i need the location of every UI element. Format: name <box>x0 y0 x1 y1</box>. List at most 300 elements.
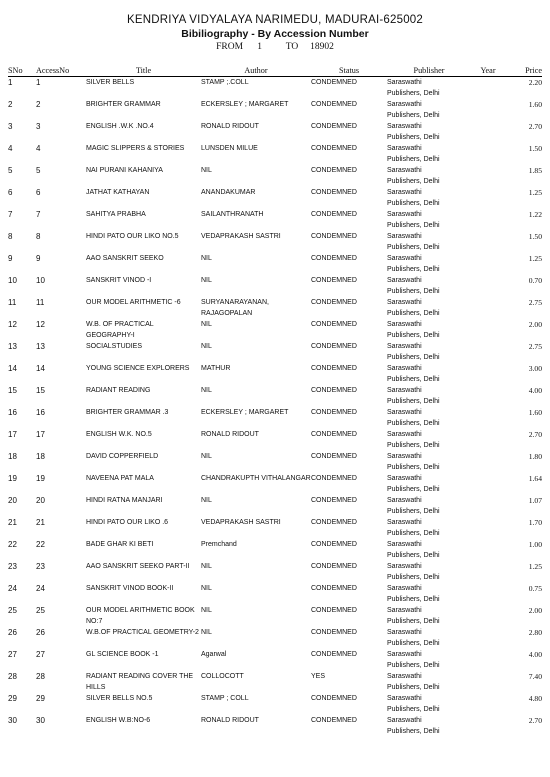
cell-author: ECKERSLEY ; MARGARET <box>201 409 289 416</box>
table-row <box>8 275 542 297</box>
publisher-place: Publishers, Delhi <box>387 420 440 427</box>
cell-publisher <box>387 517 471 539</box>
cell-publisher <box>387 143 471 165</box>
cell-publisher <box>387 385 471 407</box>
table-row <box>8 715 542 737</box>
cell-sno: 2 <box>8 100 13 109</box>
cell-price: 1.00 <box>528 540 542 549</box>
cell-author: CHANDRAKUPTH VITHALANGAR <box>201 475 311 482</box>
cell-year <box>471 429 505 451</box>
cell-accessno: 8 <box>36 232 41 241</box>
table-row <box>8 121 542 143</box>
cell-price: 2.00 <box>528 606 542 615</box>
publisher-place: Publishers, Delhi <box>387 200 440 207</box>
cell-accessno: 24 <box>36 584 45 593</box>
table-row <box>8 583 542 605</box>
publisher-place: Publishers, Delhi <box>387 574 440 581</box>
cell-year <box>471 407 505 429</box>
cell-title: RADIANT READING COVER THE HILLS <box>86 673 194 691</box>
publisher-name: Saraswathi <box>387 695 422 702</box>
cell-publisher <box>387 187 471 209</box>
publisher-name: Saraswathi <box>387 497 422 504</box>
cell-title: AAO SANSKRIT SEEKO <box>86 255 164 262</box>
cell-publisher <box>387 319 471 341</box>
cell-title: OUR MODEL ARITHMETIC -6 <box>86 299 181 306</box>
cell-status: CONDEMNED <box>311 541 357 548</box>
cell-status: CONDEMNED <box>311 79 357 86</box>
cell-status: CONDEMNED <box>311 563 357 570</box>
cell-year <box>471 693 505 715</box>
cell-title: BADE GHAR KI BETI <box>86 541 154 548</box>
cell-status: CONDEMNED <box>311 431 357 438</box>
table-row <box>8 341 542 363</box>
cell-publisher <box>387 671 471 693</box>
publisher-place: Publishers, Delhi <box>387 486 440 493</box>
cell-year <box>471 473 505 495</box>
cell-author: SAILANTHRANATH <box>201 211 264 218</box>
cell-year <box>471 77 505 100</box>
cell-status: CONDEMNED <box>311 255 357 262</box>
table-row <box>8 429 542 451</box>
publisher-place: Publishers, Delhi <box>387 596 440 603</box>
publisher-place: Publishers, Delhi <box>387 684 440 691</box>
cell-year <box>471 649 505 671</box>
publisher-name: Saraswathi <box>387 321 422 328</box>
cell-sno: 15 <box>8 386 17 395</box>
cell-year <box>471 715 505 737</box>
cell-author: Premchand <box>201 541 237 548</box>
cell-year <box>471 385 505 407</box>
cell-sno: 3 <box>8 122 13 131</box>
cell-sno: 7 <box>8 210 13 219</box>
table-row <box>8 99 542 121</box>
cell-sno: 29 <box>8 694 17 703</box>
table-row <box>8 231 542 253</box>
cell-title: SANSKRIT VINOD -I <box>86 277 152 284</box>
cell-accessno: 12 <box>36 320 45 329</box>
publisher-place: Publishers, Delhi <box>387 640 440 647</box>
cell-year <box>471 319 505 341</box>
cell-accessno: 2 <box>36 100 41 109</box>
col-header-price: Price <box>505 66 542 77</box>
cell-price: 0.75 <box>528 584 542 593</box>
cell-sno: 14 <box>8 364 17 373</box>
cell-price: 1.25 <box>528 188 542 197</box>
cell-publisher <box>387 583 471 605</box>
from-label: FROM <box>216 42 244 52</box>
publisher-place: Publishers, Delhi <box>387 156 440 163</box>
publisher-name: Saraswathi <box>387 145 422 152</box>
cell-author: STAMP ; COLL <box>201 695 249 702</box>
cell-price: 4.80 <box>528 694 542 703</box>
cell-title: BRIGHTER GRAMMAR .3 <box>86 409 169 416</box>
col-header-author: Author <box>201 66 311 77</box>
publisher-name: Saraswathi <box>387 211 422 218</box>
publisher-name: Saraswathi <box>387 453 422 460</box>
cell-author: NIL <box>201 607 212 614</box>
cell-publisher <box>387 495 471 517</box>
cell-title: SILVER BELLS <box>86 79 135 86</box>
cell-publisher <box>387 561 471 583</box>
cell-year <box>471 627 505 649</box>
table-row <box>8 517 542 539</box>
cell-status: CONDEMNED <box>311 651 357 658</box>
cell-status: CONDEMNED <box>311 475 357 482</box>
cell-accessno: 18 <box>36 452 45 461</box>
cell-accessno: 7 <box>36 210 41 219</box>
cell-title: ENGLISH W.K. NO.5 <box>86 431 152 438</box>
cell-author: RONALD RIDOUT <box>201 717 259 724</box>
table-row <box>8 605 542 627</box>
publisher-place: Publishers, Delhi <box>387 508 440 515</box>
cell-accessno: 3 <box>36 122 41 131</box>
cell-year <box>471 275 505 297</box>
cell-title: RADIANT READING <box>86 387 151 394</box>
report-title: Bibiliography - By Accession Number <box>181 28 369 40</box>
bibliography-table <box>8 66 542 737</box>
cell-sno: 1 <box>8 78 13 87</box>
cell-price: 2.70 <box>528 430 542 439</box>
cell-status: CONDEMNED <box>311 123 357 130</box>
publisher-name: Saraswathi <box>387 167 422 174</box>
col-header-title: Title <box>86 66 201 77</box>
table-row <box>8 407 542 429</box>
table-row <box>8 165 542 187</box>
cell-status: CONDEMNED <box>311 233 357 240</box>
cell-accessno: 11 <box>36 298 45 307</box>
to-label: TO <box>285 42 299 52</box>
cell-price: 1.22 <box>528 210 542 219</box>
cell-status: CONDEMNED <box>311 321 357 328</box>
cell-publisher <box>387 77 471 100</box>
publisher-place: Publishers, Delhi <box>387 310 440 317</box>
cell-sno: 23 <box>8 562 17 571</box>
publisher-place: Publishers, Delhi <box>387 266 440 273</box>
publisher-name: Saraswathi <box>387 123 422 130</box>
cell-year <box>471 451 505 473</box>
table-row <box>8 693 542 715</box>
cell-status: CONDEMNED <box>311 519 357 526</box>
cell-status: CONDEMNED <box>311 277 357 284</box>
cell-accessno: 16 <box>36 408 45 417</box>
cell-price: 2.80 <box>528 628 542 637</box>
cell-title: AAO SANSKRIT SEEKO PART-II <box>86 563 190 570</box>
cell-publisher <box>387 473 471 495</box>
cell-year <box>471 517 505 539</box>
publisher-name: Saraswathi <box>387 607 422 614</box>
school-title: KENDRIYA VIDYALAYA NARIMEDU, MADURAI-625002 <box>127 14 423 26</box>
cell-author: NIL <box>201 277 212 284</box>
cell-accessno: 22 <box>36 540 45 549</box>
cell-year <box>471 253 505 275</box>
cell-author: MATHUR <box>201 365 231 372</box>
cell-sno: 19 <box>8 474 17 483</box>
cell-year <box>471 561 505 583</box>
cell-accessno: 30 <box>36 716 45 725</box>
cell-title: OUR MODEL ARITHMETIC BOOK NO:7 <box>86 607 195 625</box>
accession-range <box>0 42 550 52</box>
cell-price: 2.00 <box>528 320 542 329</box>
cell-price: 1.07 <box>528 496 542 505</box>
cell-title: GL SCIENCE BOOK -1 <box>86 651 159 658</box>
cell-publisher <box>387 253 471 275</box>
cell-status: CONDEMNED <box>311 695 357 702</box>
cell-year <box>471 539 505 561</box>
cell-sno: 8 <box>8 232 13 241</box>
cell-publisher <box>387 693 471 715</box>
publisher-place: Publishers, Delhi <box>387 706 440 713</box>
cell-accessno: 26 <box>36 628 45 637</box>
cell-sno: 22 <box>8 540 17 549</box>
table-row <box>8 253 542 275</box>
cell-accessno: 28 <box>36 672 45 681</box>
publisher-place: Publishers, Delhi <box>387 112 440 119</box>
cell-status: CONDEMNED <box>311 189 357 196</box>
cell-accessno: 1 <box>36 78 41 87</box>
publisher-name: Saraswathi <box>387 255 422 262</box>
cell-status: CONDEMNED <box>311 497 357 504</box>
col-header-accessno: AccessNo <box>36 66 86 77</box>
cell-publisher <box>387 99 471 121</box>
cell-accessno: 10 <box>36 276 45 285</box>
publisher-place: Publishers, Delhi <box>387 530 440 537</box>
cell-sno: 13 <box>8 342 17 351</box>
cell-title: SANSKRIT VINOD BOOK-II <box>86 585 174 592</box>
cell-accessno: 9 <box>36 254 41 263</box>
cell-title: SAHITYA PRABHA <box>86 211 146 218</box>
cell-title: BRIGHTER GRAMMAR <box>86 101 161 108</box>
publisher-name: Saraswathi <box>387 189 422 196</box>
cell-author: ANANDAKUMAR <box>201 189 256 196</box>
cell-year <box>471 605 505 627</box>
cell-author: SURYANARAYANAN, RAJAGOPALAN <box>201 299 269 317</box>
publisher-name: Saraswathi <box>387 717 422 724</box>
cell-year <box>471 671 505 693</box>
cell-title: ENGLISH .W.K .NO.4 <box>86 123 154 130</box>
cell-publisher <box>387 209 471 231</box>
table-row <box>8 77 542 100</box>
cell-author: NIL <box>201 343 212 350</box>
cell-status: CONDEMNED <box>311 211 357 218</box>
cell-sno: 16 <box>8 408 17 417</box>
cell-title: HINDI PATO OUR LIKO .6 <box>86 519 169 526</box>
cell-accessno: 13 <box>36 342 45 351</box>
cell-title: HINDI PATO OUR LIKO NO.5 <box>86 233 179 240</box>
cell-price: 1.85 <box>528 166 542 175</box>
publisher-name: Saraswathi <box>387 365 422 372</box>
cell-publisher <box>387 121 471 143</box>
cell-publisher <box>387 429 471 451</box>
cell-title: NAI PURANI KAHANIYA <box>86 167 163 174</box>
cell-price: 1.50 <box>528 232 542 241</box>
publisher-place: Publishers, Delhi <box>387 398 440 405</box>
publisher-place: Publishers, Delhi <box>387 244 440 251</box>
cell-author: ECKERSLEY ; MARGARET <box>201 101 289 108</box>
cell-year <box>471 99 505 121</box>
table-row <box>8 187 542 209</box>
publisher-place: Publishers, Delhi <box>387 90 440 97</box>
cell-price: 4.00 <box>528 386 542 395</box>
cell-author: RONALD RIDOUT <box>201 123 259 130</box>
cell-sno: 26 <box>8 628 17 637</box>
cell-title: JATHAT KATHAYAN <box>86 189 150 196</box>
cell-publisher <box>387 539 471 561</box>
cell-status: CONDEMNED <box>311 299 357 306</box>
to-value: 18902 <box>310 42 334 52</box>
publisher-name: Saraswathi <box>387 233 422 240</box>
cell-status: CONDEMNED <box>311 343 357 350</box>
publisher-name: Saraswathi <box>387 673 422 680</box>
cell-title: SOCIALSTUDIES <box>86 343 143 350</box>
publisher-name: Saraswathi <box>387 299 422 306</box>
cell-sno: 21 <box>8 518 17 527</box>
cell-status: CONDEMNED <box>311 629 357 636</box>
cell-author: NIL <box>201 387 212 394</box>
col-header-publisher: Publisher <box>387 66 471 77</box>
cell-year <box>471 165 505 187</box>
cell-publisher <box>387 627 471 649</box>
cell-accessno: 27 <box>36 650 45 659</box>
table-row <box>8 627 542 649</box>
cell-year <box>471 363 505 385</box>
table-row <box>8 143 542 165</box>
cell-publisher <box>387 231 471 253</box>
cell-author: STAMP ;.COLL <box>201 79 249 86</box>
cell-price: 1.25 <box>528 562 542 571</box>
cell-publisher <box>387 649 471 671</box>
table-row <box>8 539 542 561</box>
cell-price: 7.40 <box>528 672 542 681</box>
publisher-name: Saraswathi <box>387 79 422 86</box>
publisher-name: Saraswathi <box>387 475 422 482</box>
cell-publisher <box>387 451 471 473</box>
cell-price: 1.60 <box>528 408 542 417</box>
publisher-name: Saraswathi <box>387 563 422 570</box>
cell-year <box>471 121 505 143</box>
cell-status: YES <box>311 673 326 680</box>
publisher-name: Saraswathi <box>387 343 422 350</box>
publisher-name: Saraswathi <box>387 629 422 636</box>
cell-price: 2.70 <box>528 122 542 131</box>
cell-price: 1.80 <box>528 452 542 461</box>
cell-status: CONDEMNED <box>311 607 357 614</box>
cell-publisher <box>387 715 471 737</box>
cell-status: CONDEMNED <box>311 145 357 152</box>
cell-sno: 9 <box>8 254 13 263</box>
cell-price: 2.20 <box>528 78 542 87</box>
cell-publisher <box>387 165 471 187</box>
cell-publisher <box>387 363 471 385</box>
cell-year <box>471 341 505 363</box>
cell-author: NIL <box>201 497 212 504</box>
cell-price: 4.00 <box>528 650 542 659</box>
cell-status: CONDEMNED <box>311 453 357 460</box>
cell-price: 1.70 <box>528 518 542 527</box>
cell-title: NAVEENA PAT MALA <box>86 475 154 482</box>
publisher-name: Saraswathi <box>387 277 422 284</box>
cell-author: NIL <box>201 321 212 328</box>
cell-year <box>471 143 505 165</box>
cell-author: Agarwal <box>201 651 227 658</box>
cell-author: NIL <box>201 453 212 460</box>
table-row <box>8 319 542 341</box>
cell-sno: 11 <box>8 298 17 307</box>
table-row <box>8 451 542 473</box>
publisher-place: Publishers, Delhi <box>387 442 440 449</box>
cell-accessno: 25 <box>36 606 45 615</box>
cell-status: CONDEMNED <box>311 717 357 724</box>
cell-title: DAVID COPPERFIELD <box>86 453 159 460</box>
cell-price: 2.75 <box>528 298 542 307</box>
cell-accessno: 23 <box>36 562 45 571</box>
cell-publisher <box>387 605 471 627</box>
publisher-name: Saraswathi <box>387 431 422 438</box>
cell-sno: 6 <box>8 188 13 197</box>
publisher-place: Publishers, Delhi <box>387 134 440 141</box>
cell-price: 1.50 <box>528 144 542 153</box>
publisher-name: Saraswathi <box>387 585 422 592</box>
cell-sno: 25 <box>8 606 17 615</box>
publisher-place: Publishers, Delhi <box>387 618 440 625</box>
col-header-sno: SNo <box>8 66 36 77</box>
publisher-name: Saraswathi <box>387 409 422 416</box>
cell-status: CONDEMNED <box>311 167 357 174</box>
table-row <box>8 363 542 385</box>
cell-sno: 24 <box>8 584 17 593</box>
cell-accessno: 21 <box>36 518 45 527</box>
publisher-name: Saraswathi <box>387 387 422 394</box>
publisher-place: Publishers, Delhi <box>387 662 440 669</box>
from-value: 1 <box>257 42 263 52</box>
cell-accessno: 29 <box>36 694 45 703</box>
publisher-place: Publishers, Delhi <box>387 552 440 559</box>
cell-author: NIL <box>201 629 212 636</box>
cell-author: LUNSDEN MILUE <box>201 145 258 152</box>
cell-sno: 30 <box>8 716 17 725</box>
publisher-place: Publishers, Delhi <box>387 464 440 471</box>
cell-year <box>471 583 505 605</box>
cell-publisher <box>387 407 471 429</box>
cell-price: 2.70 <box>528 716 542 725</box>
cell-year <box>471 187 505 209</box>
table-row <box>8 297 542 319</box>
cell-author: NIL <box>201 167 212 174</box>
table-row <box>8 671 542 693</box>
cell-title: MAGIC SLIPPERS & STORIES <box>86 145 185 152</box>
cell-author: VEDAPRAKASH SASTRI <box>201 233 281 240</box>
cell-author: NIL <box>201 255 212 262</box>
cell-status: CONDEMNED <box>311 585 357 592</box>
cell-author: NIL <box>201 585 212 592</box>
cell-author: RONALD RIDOUT <box>201 431 259 438</box>
cell-price: 1.60 <box>528 100 542 109</box>
publisher-name: Saraswathi <box>387 541 422 548</box>
cell-sno: 5 <box>8 166 13 175</box>
cell-title: HINDI RATNA MANJARI <box>86 497 163 504</box>
table-row <box>8 385 542 407</box>
cell-sno: 17 <box>8 430 17 439</box>
publisher-name: Saraswathi <box>387 519 422 526</box>
cell-publisher <box>387 275 471 297</box>
publisher-place: Publishers, Delhi <box>387 728 440 735</box>
publisher-place: Publishers, Delhi <box>387 288 440 295</box>
cell-price: 3.00 <box>528 364 542 373</box>
publisher-name: Saraswathi <box>387 651 422 658</box>
publisher-name: Saraswathi <box>387 101 422 108</box>
cell-title: W.B. OF PRACTICAL GEOGRAPHY-I <box>86 321 154 339</box>
cell-sno: 27 <box>8 650 17 659</box>
cell-accessno: 5 <box>36 166 41 175</box>
